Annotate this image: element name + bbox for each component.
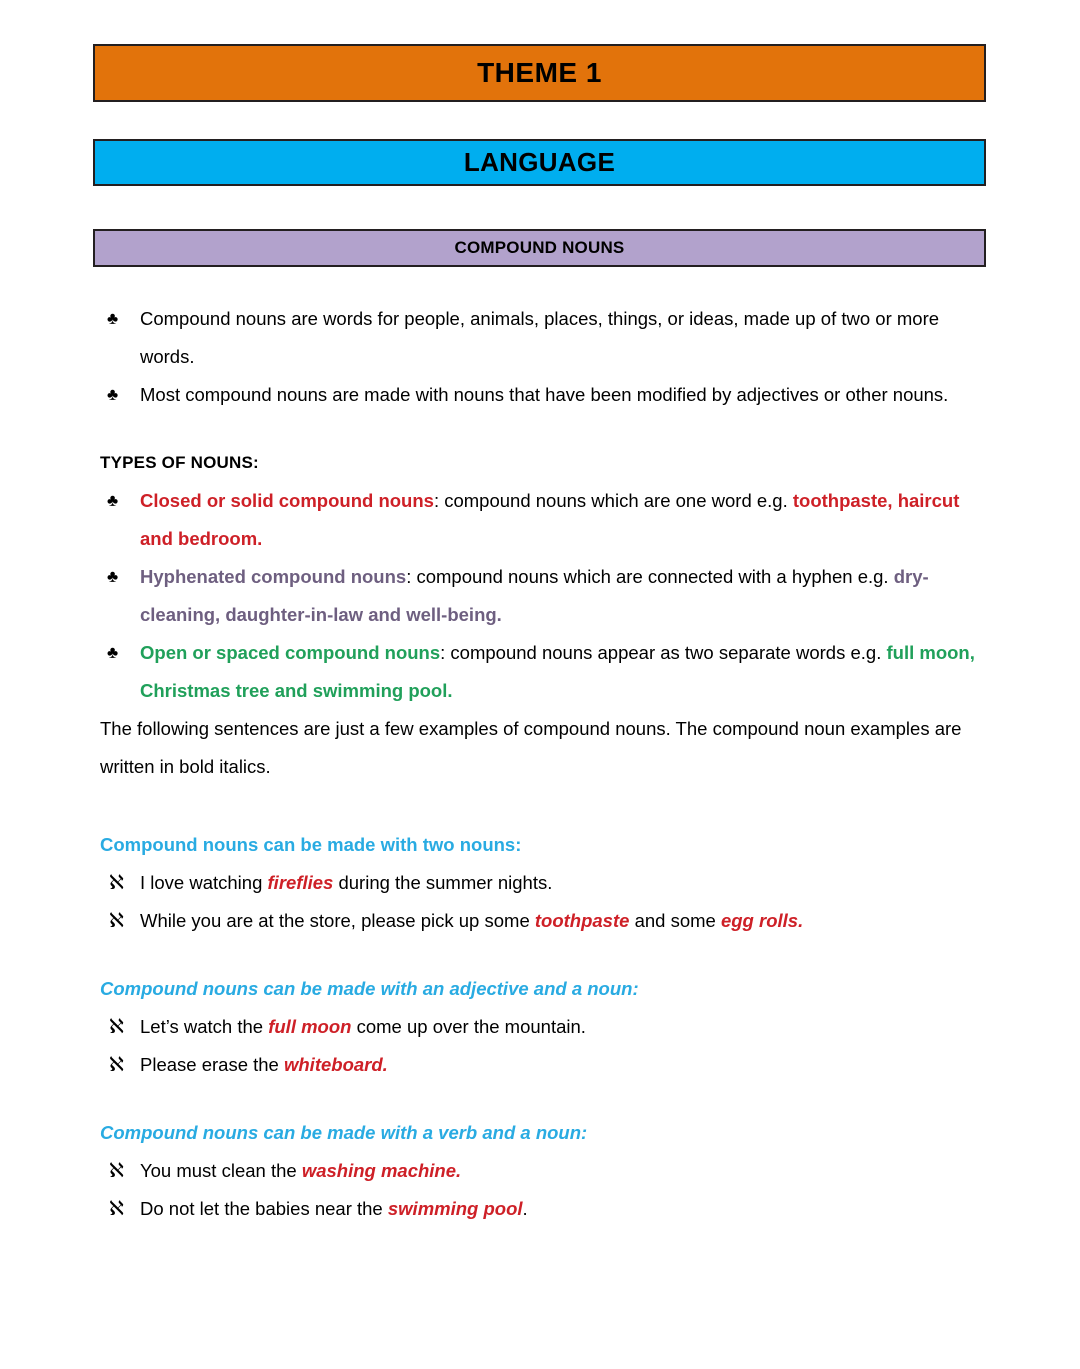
example-after: come up over the mountain. — [351, 1016, 586, 1037]
type-entry — [140, 634, 990, 710]
type-term: Closed or solid compound nouns — [140, 490, 434, 511]
example-sentence — [140, 902, 990, 940]
theme-banner — [93, 44, 986, 102]
aleph-bullet-icon: ℵ — [109, 1054, 124, 1076]
example-list-adjective-noun — [100, 1008, 990, 1084]
aleph-bullet-icon: ℵ — [109, 1160, 124, 1182]
example-before: While you are at the store, please pick up some — [140, 910, 535, 931]
type-examples: toothpaste, haircut and bedroom. — [140, 490, 960, 549]
spacer — [100, 940, 990, 970]
club-bullet-icon: ♣ — [107, 567, 119, 586]
compound-noun-highlight: washing machine. — [301, 1160, 462, 1181]
language-banner-label: LANGUAGE — [463, 147, 616, 177]
example-before: Let’s watch the — [140, 1016, 269, 1037]
intro-bullet-text: Most compound nouns are made with nouns that have been modified by adjectives or other nouns. — [140, 384, 949, 405]
example-list-verb-noun — [100, 1152, 990, 1228]
spacer — [100, 1084, 990, 1114]
example-sentence — [140, 1190, 990, 1228]
list-item — [100, 1008, 990, 1046]
aleph-bullet-icon: ℵ — [109, 1016, 124, 1038]
example-sentence — [140, 1008, 990, 1046]
section-heading-verb-noun: Compound nouns can be made with a verb and a noun: — [100, 1122, 588, 1143]
compound-noun-highlight: fireflies — [267, 872, 334, 893]
type-term: Hyphenated compound nouns — [140, 566, 407, 587]
section-heading-adjective-noun: Compound nouns can be made with an adjective and a noun: — [100, 978, 639, 999]
list-item — [100, 558, 990, 634]
type-entry — [140, 482, 990, 558]
types-of-nouns-label: TYPES OF NOUNS: — [100, 453, 259, 472]
type-definition: : compound nouns which are connected with a hyphen e.g. — [406, 566, 894, 587]
example-mid: and some — [629, 910, 721, 931]
aleph-bullet-icon: ℵ — [109, 872, 124, 894]
list-item — [100, 1190, 990, 1228]
example-list-two-nouns — [100, 864, 990, 940]
types-bullet-list — [100, 482, 990, 710]
types-note: The following sentences are just a few examples of compound nouns. The compound noun examples are written in bold italics. — [100, 718, 962, 777]
list-item — [100, 482, 990, 558]
club-bullet-icon: ♣ — [107, 643, 119, 662]
aleph-bullet-icon: ℵ — [109, 1198, 124, 1220]
club-bullet-icon: ♣ — [107, 491, 119, 510]
language-banner — [93, 139, 986, 186]
type-definition: : compound nouns appear as two separate words e.g. — [440, 642, 887, 663]
type-term: Open or spaced compound nouns — [140, 642, 441, 663]
aleph-bullet-icon: ℵ — [109, 910, 124, 932]
topic-banner — [93, 229, 986, 267]
theme-banner-label: THEME 1 — [477, 57, 602, 88]
example-after: . — [522, 1198, 528, 1219]
example-before: Do not let the babies near the — [140, 1198, 388, 1219]
intro-bullet-list — [100, 300, 990, 414]
example-after: during the summer nights. — [333, 872, 553, 893]
topic-banner-label: COMPOUND NOUNS — [454, 238, 625, 257]
list-item — [100, 634, 990, 710]
document-body — [100, 300, 990, 1228]
compound-noun-highlight: toothpaste — [534, 910, 630, 931]
list-item — [100, 300, 990, 376]
compound-noun-highlight: swimming pool — [387, 1198, 523, 1219]
list-item — [100, 376, 990, 414]
club-bullet-icon: ♣ — [107, 385, 119, 404]
compound-noun-highlight: whiteboard. — [283, 1054, 388, 1075]
example-sentence — [140, 864, 990, 902]
spacer — [100, 786, 990, 826]
example-sentence — [140, 1046, 990, 1084]
type-examples: dry-cleaning, daughter-in-law and well-being. — [140, 566, 929, 625]
section-heading-two-nouns: Compound nouns can be made with two nouns: — [100, 834, 522, 855]
example-before: I love watching — [140, 872, 268, 893]
example-sentence — [140, 1152, 990, 1190]
example-before: Please erase the — [140, 1054, 284, 1075]
spacer — [100, 414, 990, 444]
type-entry — [140, 558, 990, 634]
type-examples: full moon, Christmas tree and swimming pool. — [140, 642, 975, 701]
type-definition: : compound nouns which are one word e.g. — [433, 490, 793, 511]
list-item — [100, 1152, 990, 1190]
intro-bullet-text: Compound nouns are words for people, animals, places, things, or ideas, made up of two or more words. — [140, 308, 940, 367]
club-bullet-icon: ♣ — [107, 309, 119, 328]
compound-noun-highlight: egg rolls. — [720, 910, 804, 931]
list-item — [100, 864, 990, 902]
example-before: You must clean the — [140, 1160, 302, 1181]
list-item — [100, 1046, 990, 1084]
compound-noun-highlight: full moon — [268, 1016, 352, 1037]
list-item — [100, 902, 990, 940]
